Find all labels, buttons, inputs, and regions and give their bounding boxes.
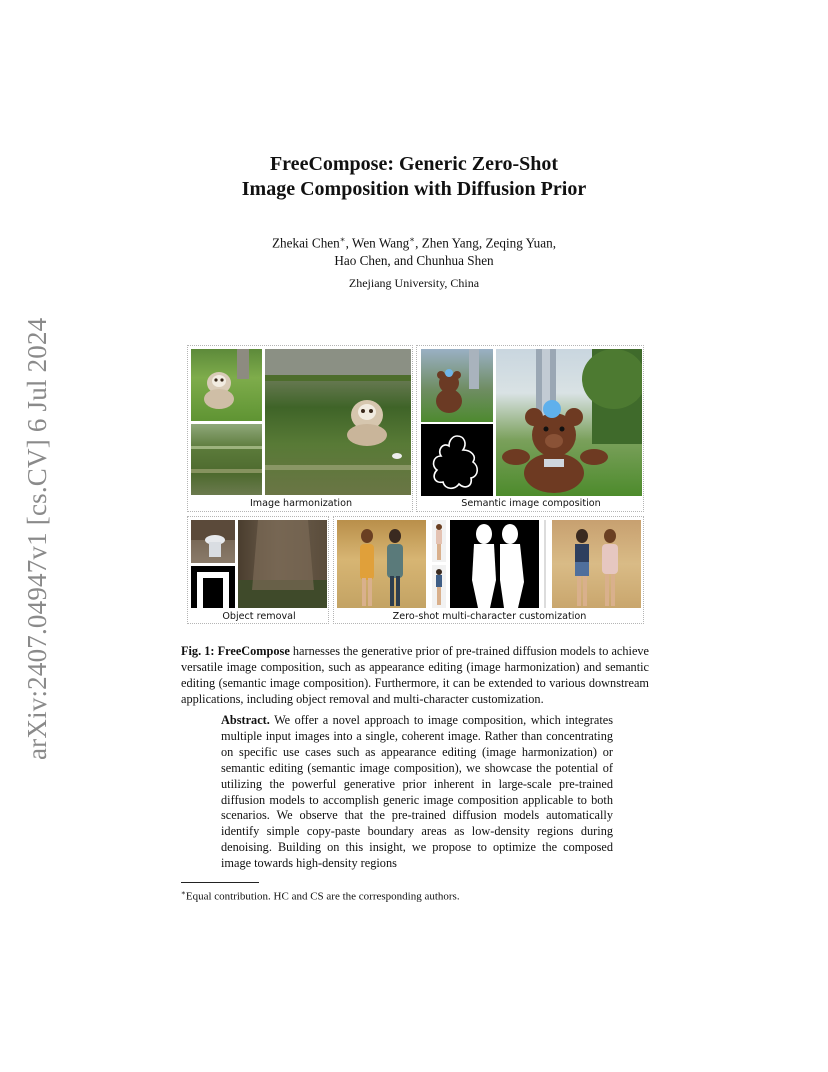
removal-result-image	[238, 520, 327, 608]
affiliation: Zhejiang University, China	[348, 276, 480, 290]
figure-caption	[181, 644, 649, 708]
footnote-mark: ∗	[181, 889, 186, 897]
harmonized-result-image	[265, 349, 411, 495]
author-2: , Wen Wang	[345, 235, 410, 251]
panel-divider	[544, 520, 546, 608]
arxiv-stamp: arXiv:2407.04947v1 [cs.CV] 6 Jul 2024	[22, 317, 52, 760]
abstract-text: We offer a novel approach to image composition, which integrates multiple input images into a single, coherent image. Rather than concentrating on specific use cases such as appearance editing (image harmonization) or semantic editing (semantic image composition), we showcase the potential of utilizing the powerful generative prior inherent in large-scale pre-trained diffusion models to accomplish generic image composition applicable to both scenarios. We observe that the pre-trained diffusion models automatically identify simple copy-paste boundary areas as low-density regions during denoising. Building on this insight, we propose to optimize the composed image towards high-density regions	[221, 713, 613, 871]
sloth-source-image	[191, 349, 262, 421]
composed-result-image	[496, 349, 642, 496]
toilet-icon	[191, 520, 235, 563]
label-multi-character: Zero-shot multi-character customization	[392, 611, 587, 622]
footnote-rule	[181, 882, 259, 883]
abstract	[221, 713, 613, 872]
authors-line-2: Hao Chen, and Chunhua Shen	[334, 253, 494, 269]
caption-method-name: FreeCompose	[217, 644, 290, 658]
equal-contrib-mark: ∗	[339, 234, 346, 244]
footnote	[181, 886, 651, 904]
paper-title	[160, 152, 668, 202]
caption-fig-label: Fig. 1:	[181, 644, 215, 658]
title-line-2: Image Composition with Diffusion Prior	[241, 178, 587, 200]
footnote-text: Equal contribution. HC and CS are the corresponding authors.	[185, 890, 460, 903]
autumn-two-women-image	[337, 520, 426, 608]
panel-harmonization	[187, 345, 413, 512]
reference-person-2	[432, 565, 446, 608]
title-line-1: FreeCompose: Generic Zero-Shot	[269, 153, 559, 175]
sloth-icon	[191, 349, 262, 421]
equal-contrib-mark: ∗	[409, 234, 416, 244]
mask-outline-icon	[421, 424, 493, 496]
abstract-heading: Abstract.	[221, 713, 270, 727]
authors-line-1	[160, 230, 668, 252]
reference-person-1	[432, 520, 446, 562]
two-women-figure	[337, 520, 426, 608]
panel-multi-character	[333, 516, 644, 624]
teddy-bear-icon	[421, 349, 493, 422]
removal-mask-image	[191, 566, 235, 608]
toilet-source-image	[191, 520, 235, 563]
character-mask-image	[450, 520, 539, 608]
background-field-image	[191, 424, 262, 495]
author-1: Zhekai Chen	[271, 235, 340, 251]
authors-rest: , Zhen Yang, Zeqing Yuan,	[415, 235, 557, 251]
customized-result-image	[552, 520, 641, 608]
label-semantic-image-composition: Semantic image composition	[461, 498, 601, 509]
teddy-source-image	[421, 349, 493, 422]
panel-semantic-composition	[416, 345, 644, 512]
author-list	[160, 230, 668, 270]
two-women-result-figure	[552, 520, 641, 608]
label-image-harmonization: Image harmonization	[249, 498, 353, 509]
shape-mask-image	[421, 424, 493, 496]
caption-text: harnesses the generative prior of pre-trained diffusion models to achieve versatile image composition, such as appearance editing (image harmonization) and semantic editing (semantic image composition). Furthermore, it can be extended to various downstream applications, including object removal and multi-character customization.	[181, 644, 650, 706]
silhouette-mask-icon	[450, 520, 539, 608]
panel-object-removal	[187, 516, 329, 624]
label-object-removal: Object removal	[222, 611, 296, 622]
